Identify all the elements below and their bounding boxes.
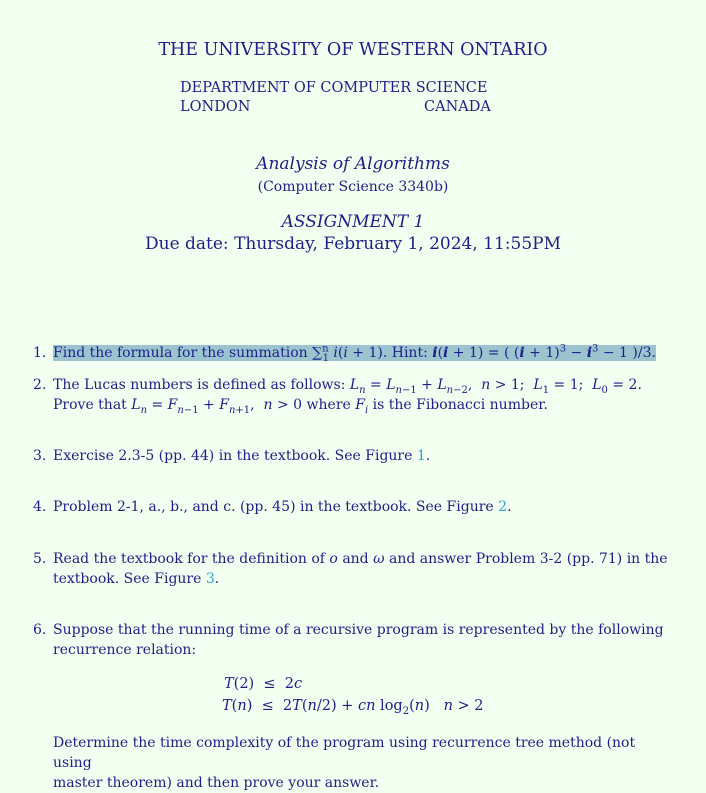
question-number: 3. bbox=[33, 448, 47, 464]
figure-link[interactable]: 3 bbox=[205, 571, 215, 587]
question-number: 5. bbox=[33, 551, 47, 567]
due-date: Due date: Thursday, February 1, 2024, 11:55PM bbox=[144, 234, 562, 254]
department-name: DEPARTMENT OF COMPUTER SCIENCE bbox=[180, 80, 488, 96]
country: CANADA bbox=[424, 99, 491, 115]
question-number: 6. bbox=[33, 622, 47, 638]
question-text: Suppose that the running time of a recursive program is represented by the following recurrence relation: bbox=[53, 622, 664, 658]
question-text: The Lucas numbers is defined as follows: $L_n = L_{n-1} + L_{n-2}$, n > 1; $L_1 = 1$; $L_0 = 2$. Prove that $L_n = F_{n-1} + F_{n+1}$, n > 0 where $F_i$ is the Fibonacci number. bbox=[53, 377, 642, 416]
figure-link[interactable]: 1 bbox=[416, 448, 426, 464]
question-number: 4. bbox=[33, 499, 47, 515]
question-text bbox=[53, 343, 673, 363]
question-text: Exercise 2.3-5 (pp. 44) in the textbook. See Figure 1. bbox=[53, 448, 431, 464]
course-title: Analysis of Algorithms bbox=[256, 154, 450, 174]
assignment-title: ASSIGNMENT 1 bbox=[281, 212, 425, 232]
summation-formula: ∑$^n_1$ i(i + 1). bbox=[312, 343, 388, 364]
question-text: Read the textbook for the definition of o and ω and answer Problem 3-2 (pp. 71) in the textbook. See Figure 3. bbox=[53, 551, 668, 587]
recurrence-base-case: T(2) ≤ 2c bbox=[224, 676, 303, 692]
university-name: THE UNIVERSITY OF WESTERN ONTARIO bbox=[158, 40, 548, 60]
city: LONDON bbox=[180, 99, 251, 115]
question-number: 1. bbox=[33, 345, 47, 361]
course-number: (Computer Science 3340b) bbox=[257, 179, 449, 195]
question-text: Determine the time complexity of the program using recurrence tree method (not using master theorem) and then prove your answer. bbox=[53, 735, 636, 791]
highlighted-text: Find the formula for the summation ∑$^n_1$ i(i + 1). Hint: i(i + 1) = ( $(i + 1)^3 - i^3 - 1$ )/3. bbox=[53, 343, 656, 364]
question-number: 2. bbox=[33, 377, 47, 393]
recurrence-relation: T(n) ≤ 2T(n/2) + cn $\log_2(n) n > 2$ bbox=[222, 698, 484, 717]
figure-link[interactable]: 2 bbox=[498, 499, 508, 515]
question-text: Problem 2-1, a., b., and c. (pp. 45) in the textbook. See Figure 2. bbox=[53, 499, 512, 515]
